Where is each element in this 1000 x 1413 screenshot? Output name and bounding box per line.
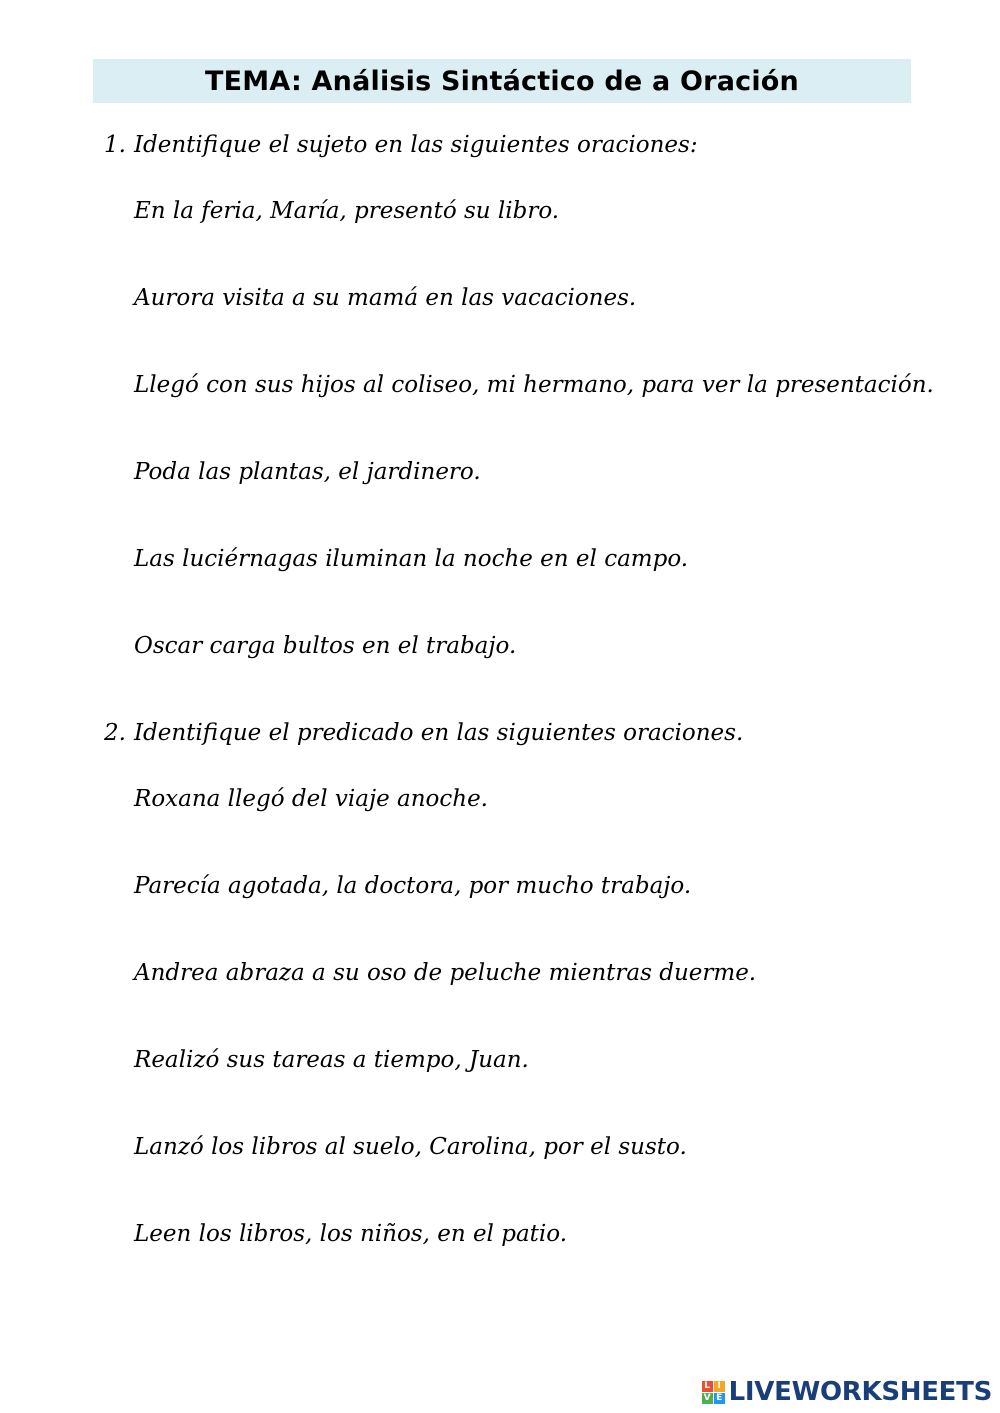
page-title: TEMA: Análisis Sintáctico de a Oración xyxy=(205,65,799,97)
question-text: Identifique el sujeto en las siguientes oraciones: xyxy=(133,132,698,158)
question-1-prompt xyxy=(104,132,698,158)
logo-text: LIVEWORKSHEETS xyxy=(728,1377,992,1407)
logo-tile: E xyxy=(714,1393,725,1404)
sentence-2-5: Lanzó los libros al suelo, Carolina, por el susto. xyxy=(134,1134,687,1160)
sentence-2-1: Roxana llegó del viaje anoche. xyxy=(134,786,488,812)
sentence-1-1: En la feria, María, presentó su libro. xyxy=(134,198,560,224)
sentence-1-4: Poda las plantas, el jardinero. xyxy=(134,459,481,485)
question-number: 2. xyxy=(104,720,126,746)
sentence-1-3: Llegó con sus hijos al coliseo, mi hermano, para ver la presentación. xyxy=(134,372,934,398)
sentence-2-6: Leen los libros, los niños, en el patio. xyxy=(134,1221,568,1247)
question-number: 1. xyxy=(104,132,126,158)
logo-tile: I xyxy=(714,1381,725,1392)
sentence-2-3: Andrea abraza a su oso de peluche mientras duerme. xyxy=(134,960,757,986)
question-2-prompt xyxy=(104,720,743,746)
sentence-2-4: Realizó sus tareas a tiempo, Juan. xyxy=(134,1047,529,1073)
question-text: Identifique el predicado en las siguientes oraciones. xyxy=(133,720,744,746)
sentence-1-5: Las luciérnagas iluminan la noche en el campo. xyxy=(134,546,689,572)
logo-tile: V xyxy=(702,1393,713,1404)
sentence-1-6: Oscar carga bultos en el trabajo. xyxy=(134,633,517,659)
logo-icon xyxy=(702,1381,725,1404)
logo-tile: L xyxy=(702,1381,713,1392)
liveworksheets-logo xyxy=(702,1377,992,1407)
sentence-2-2: Parecía agotada, la doctora, por mucho trabajo. xyxy=(134,873,692,899)
title-banner xyxy=(93,59,911,103)
sentence-1-2: Aurora visita a su mamá en las vacaciones. xyxy=(134,285,637,311)
